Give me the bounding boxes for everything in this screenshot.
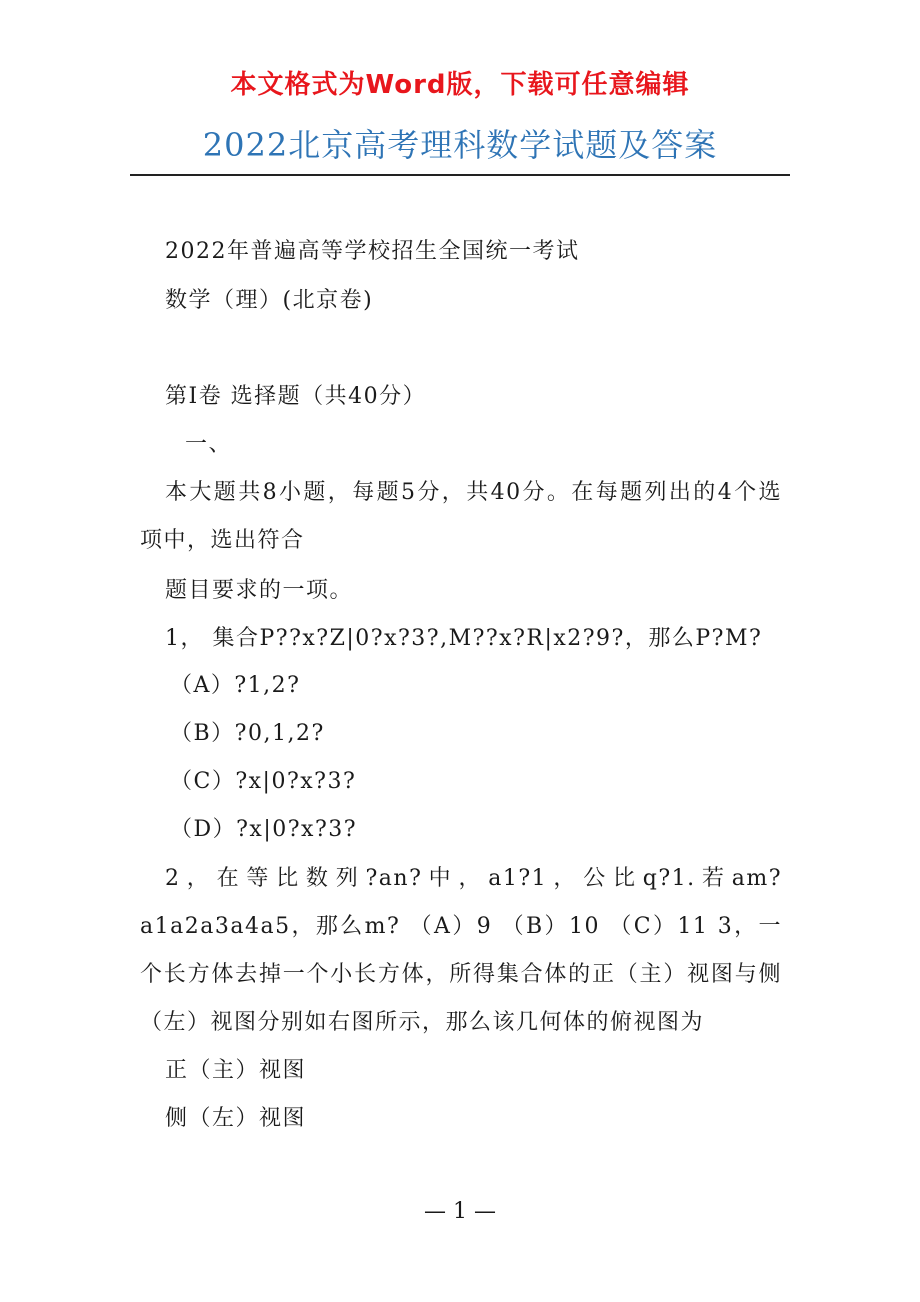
section-heading: 第I卷 选择题（共40分） xyxy=(165,384,427,409)
document-title: 2022北京高考理科数学试题及答案 xyxy=(202,126,718,164)
title-divider xyxy=(130,174,790,176)
question-1-option-b: （B）?0,1,2? xyxy=(170,721,325,746)
side-view-label: 侧（左）视图 xyxy=(165,1106,307,1131)
format-banner: 本文格式为Word版，下载可任意编辑 xyxy=(230,70,690,100)
exam-subject: 数学（理）(北京卷) xyxy=(165,288,374,313)
question-1-option-c: （C）?x|0?x?3? xyxy=(170,769,357,794)
exam-name: 2022年普遍高等学校招生全国统一考试 xyxy=(165,239,580,264)
part-number: 一、 xyxy=(185,432,233,457)
page-number: — 1 — xyxy=(424,1199,496,1224)
questions-2-3-text: 2，在等比数列?an?中，a1?1，公比q?1.若am?a1a2a3a4a5，那么m? （A）9 （B）10 （C）11 3，一个长方体去掉一个小长方体，所得集合体的正（主）视图与侧（左）视图分别如右图所示，那么该几何体的俯视图为 xyxy=(140,866,782,1035)
question-1-option-d: （D）?x|0?x?3? xyxy=(170,817,358,842)
question-1-option-a: （A）?1,2? xyxy=(170,673,301,698)
section-instructions: 本大题共8小题，每题5分，共40分。在每题列出的4个选项中，选出符合 xyxy=(140,480,782,553)
question-1-stem: 1， 集合P??x?Z|0?x?3?,M??x?R|x2?9?，那么P?M? xyxy=(165,626,763,651)
section-instructions-cont: 题目要求的一项。 xyxy=(165,578,354,603)
front-view-label: 正（主）视图 xyxy=(165,1058,307,1083)
